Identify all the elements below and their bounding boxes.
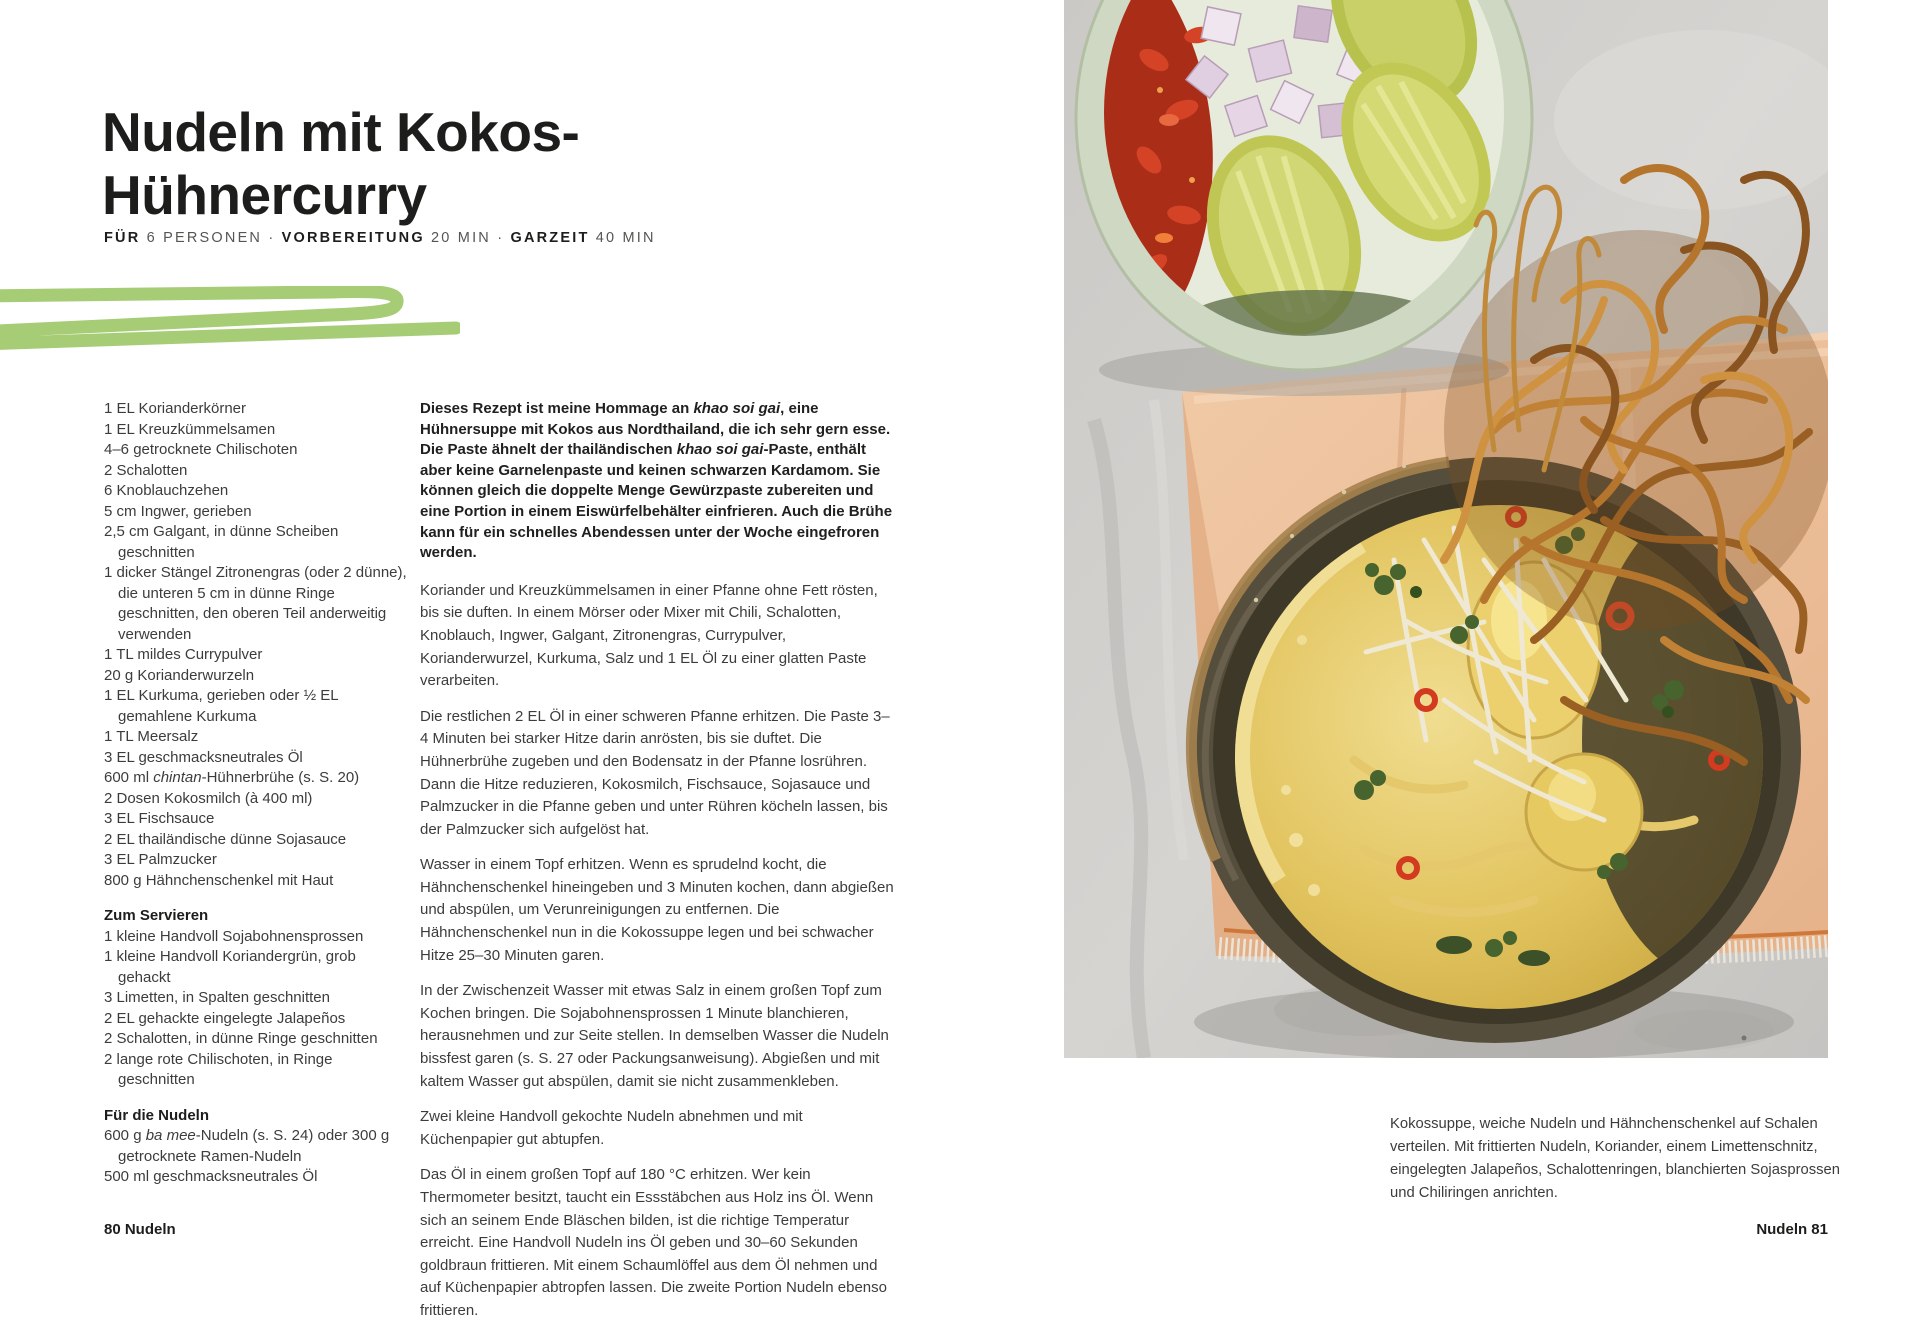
recipe-title: [102, 101, 802, 227]
recipe-photo-illustration: [1064, 0, 1828, 1058]
ingredient-line: 2 Schalotten, in dünne Ringe geschnitten: [104, 1030, 378, 1047]
ingredient-line: 3 EL Fischsauce: [104, 810, 215, 827]
ingredient-subheader-serve: Zum Servieren: [104, 907, 209, 924]
page-number-left: 80 Nudeln: [104, 1221, 176, 1238]
ingredient-line: 1 kleine Handvoll Koriandergrün, grob gehackt: [104, 948, 356, 986]
instruction-paragraph: Das Öl in einem großen Topf auf 180 °C erhitzen. Wer kein Thermometer besitzt, taucht ein Essstäbchen aus Holz ins Öl. Wenn sich an seinem Ende Bläschen bilden, ist die richtige Temperatur erreicht. Eine Handvoll Nudeln ins Öl geben und 30–60 Sekunden goldbraun frittieren. Mit einem Schaumlöffel aus dem Öl nehmen und auf Küchenpapier abtropfen lassen. Die zweite Portion Nudeln ebenso frittieren.: [420, 1166, 887, 1319]
ingredient-line: 1 kleine Handvoll Sojabohnensprossen: [104, 927, 364, 945]
ingredient-line: 600 ml chintan-Hühnerbrühe (s. S. 20): [104, 769, 360, 786]
ingredient-line: 800 g Hähnchenschenkel mit Haut: [104, 871, 334, 889]
ingredient-line: 3 EL Palmzucker: [104, 851, 217, 868]
ingredient-line: 2,5 cm Galgant, in dünne Scheiben geschnitten: [104, 523, 339, 561]
instruction-paragraph: Zwei kleine Handvoll gekochte Nudeln abnehmen und mit Küchenpapier gut abtupfen.: [420, 1108, 803, 1148]
ingredient-line: 1 dicker Stängel Zitronengras (oder 2 dünne), die unteren 5 cm in dünne Ringe geschnitten, den oberen Teil anderweitig verwenden: [104, 564, 407, 643]
ingredient-line: 2 lange rote Chilischoten, in Ringe geschnitten: [104, 1050, 333, 1088]
ingredient-line: 2 Schalotten: [104, 461, 188, 479]
ingredient-line: 5 cm Ingwer, gerieben: [104, 502, 252, 520]
scribble-path: [0, 291, 456, 344]
ingredient-line: 1 EL Korianderkörner: [104, 400, 247, 417]
ingredient-line: 2 EL gehackte eingelegte Jalapeños: [104, 1009, 346, 1027]
ingredient-subheader-noodles: Für die Nudeln: [104, 1106, 209, 1124]
ingredient-group-main: [104, 399, 412, 891]
ingredient-group-serve: [104, 927, 412, 1091]
ingredient-line: 1 EL Kreuzkümmelsamen: [104, 420, 276, 438]
photo-caption: Kokossuppe, weiche Nudeln und Hähnchenschenkel auf Schalen verteilen. Mit frittierten Nudeln, Koriander, einem Limettenschnitz, eingelegten Jalapeños, Schalottenringen, blanchierten Sojasprossen und Chiliringen anrichten.: [1390, 1116, 1840, 1201]
ingredient-list: [104, 399, 412, 1188]
ingredient-line: 500 ml geschmacksneutrales Öl: [104, 1168, 318, 1185]
ingredient-line: 6 Knoblauchzehen: [104, 482, 229, 499]
instruction-paragraph: Koriander und Kreuzkümmelsamen in einer Pfanne ohne Fett rösten, bis sie duften. In einem Mörser oder Mixer mit Chili, Schalotten, Knoblauch, Ingwer, Galgant, Zitronengras, Currypulver, Korianderwurzel, Kurkuma, Salz und 1 EL Öl zu einer glatten Paste verarbeiten.: [420, 581, 878, 690]
recipe-title-line2: Hühnercurry: [102, 163, 427, 226]
ingredient-group-noodles: [104, 1126, 412, 1188]
ingredient-line: 1 EL Kurkuma, gerieben oder ½ EL gemahlene Kurkuma: [104, 687, 339, 725]
page-number-right: Nudeln 81: [1756, 1221, 1828, 1238]
ingredient-line: 1 TL Meersalz: [104, 728, 199, 745]
instruction-paragraph: Wasser in einem Topf erhitzen. Wenn es sprudelnd kocht, die Hähnchenschenkel hineingeben und 3 Minuten kochen, dann abgießen und abspülen, um Verunreinigungen zu entfernen. Die Hähnchenschenkel nun in die Kokossuppe legen und bei schwacher Hitze 25–30 Minuten garen.: [420, 856, 894, 964]
recipe-meta: FÜR 6 PERSONEN · VORBEREITUNG 20 MIN · GARZEIT 40 MIN: [104, 230, 656, 246]
instruction-paragraph: In der Zwischenzeit Wasser mit etwas Salz in einem großen Topf zum Kochen bringen. Die Sojabohnensprossen 1 Minute blanchieren, herausnehmen und zur Seite stellen. In demselben Wasser die Nudeln bissfest garen (s. S. 27 oder Packungsanweisung). Abgießen und mit kaltem Wasser gut abspülen, damit sie nicht zusammenkleben.: [420, 982, 889, 1090]
instruction-paragraph: Die restlichen 2 EL Öl in einer schweren Pfanne erhitzen. Die Paste 3–4 Minuten bei starker Hitze darin anrösten, bis sie duftet. Die Hühnerbrühe zugeben und den Bodensatz in der Pfanne losrühren. Dann die Hitze reduzieren, Kokosmilch, Fischsauce, Sojasauce und Palmzucker in die Pfanne geben und unter Rühren köcheln lassen, bis der Palmzucker sich aufgelöst hat.: [420, 707, 890, 838]
recipe-title-line1: Nudeln mit Kokos-: [102, 100, 580, 163]
ingredient-line: 4–6 getrocknete Chilischoten: [104, 441, 298, 458]
instruction-column: [420, 399, 898, 1336]
ingredient-line: 600 g ba mee-Nudeln (s. S. 24) oder 300 g getrocknete Ramen-Nudeln: [104, 1127, 390, 1165]
ingredient-line: 20 g Korianderwurzeln: [104, 666, 255, 684]
ingredient-line: 2 EL thailändische dünne Sojasauce: [104, 830, 347, 848]
ingredient-line: 2 Dosen Kokosmilch (à 400 ml): [104, 789, 313, 807]
intro-paragraph: Dieses Rezept ist meine Hommage an khao soi gai, eine Hühnersuppe mit Kokos aus Nordthailand, die ich sehr gern esse. Die Paste ähnelt der thailändischen khao soi gai-Paste, enthält aber keine Garnelenpaste und keinen schwarzen Kardamom. Sie können gleich die doppelte Menge Gewürzpaste zubereiten und eine Portion in einem Eiswürfelbehälter einfrieren. Auch die Brühe kann für ein schnelles Abendessen unter der Woche eingefroren werden.: [420, 400, 893, 562]
ingredient-line: 3 Limetten, in Spalten geschnitten: [104, 989, 330, 1006]
green-scribble-decoration: [0, 286, 460, 366]
ingredient-line: 3 EL geschmacksneutrales Öl: [104, 748, 303, 766]
recipe-photo: [1064, 0, 1828, 1058]
ingredient-line: 1 TL mildes Currypulver: [104, 646, 263, 663]
